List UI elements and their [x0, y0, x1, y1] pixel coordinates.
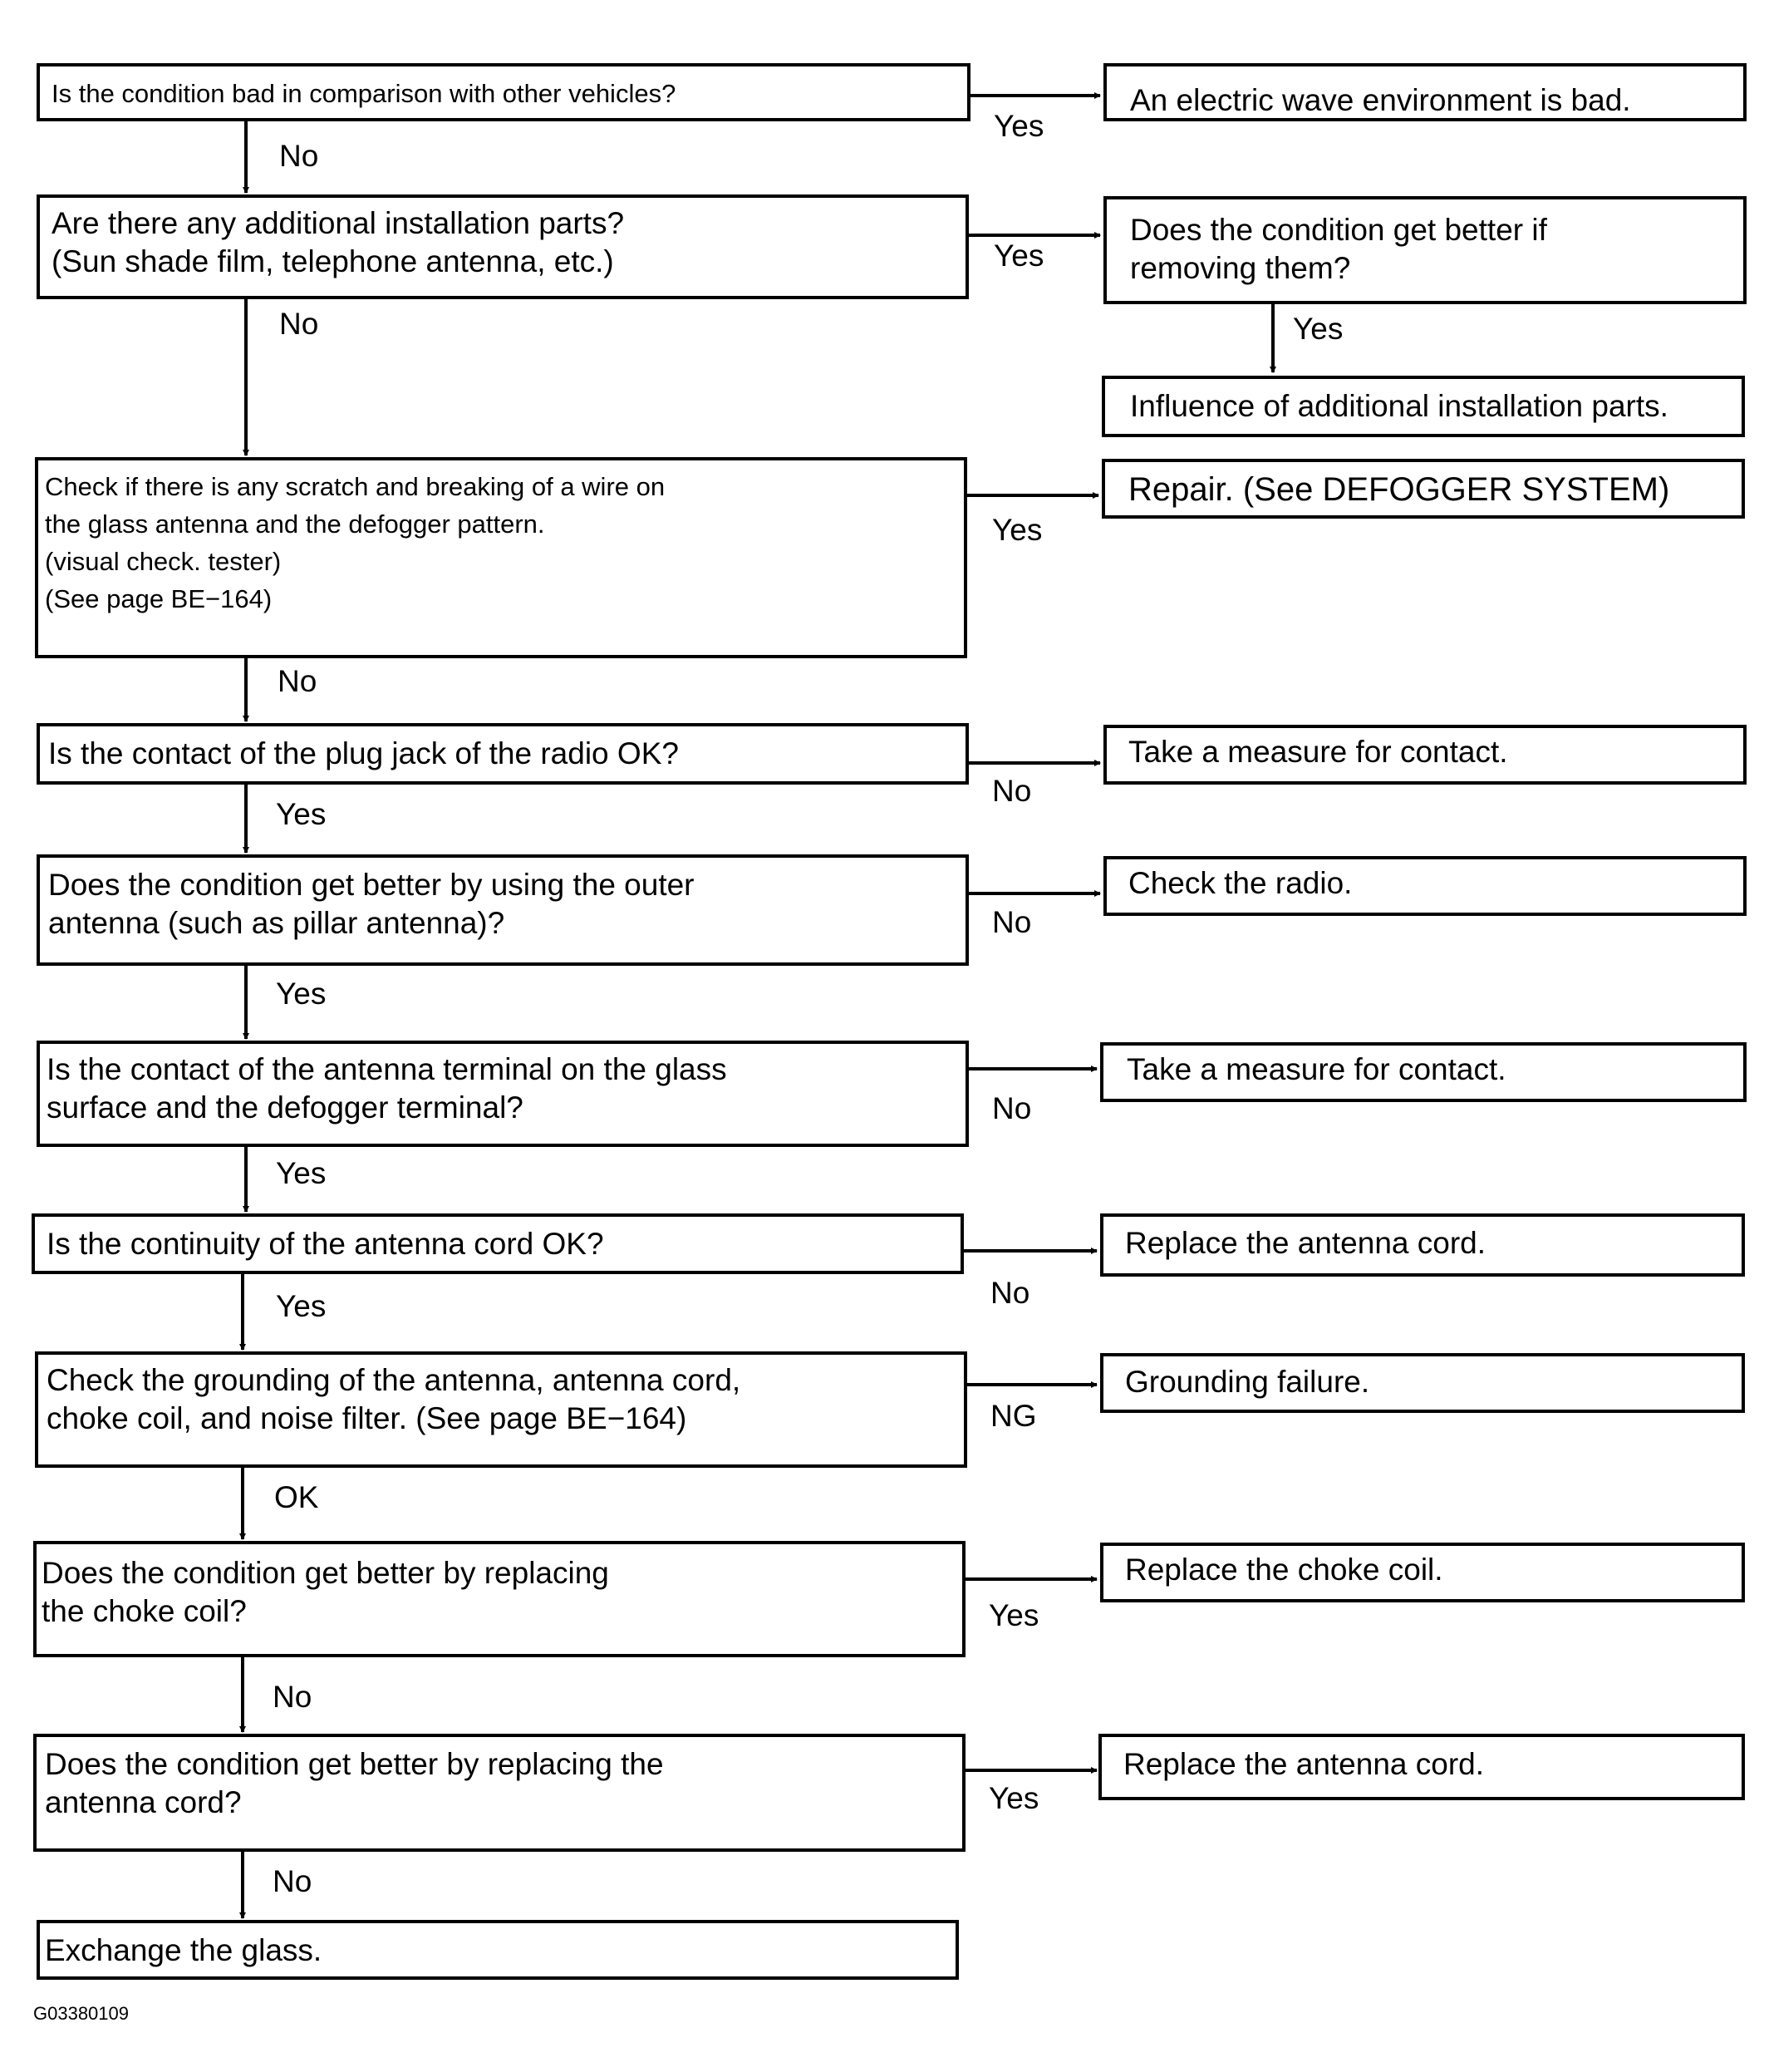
sub-result-text: Influence of additional installation parts. — [1130, 389, 1668, 423]
result-text-4: Take a measure for contact. — [1128, 735, 1508, 769]
branch-label-7: No — [990, 1276, 1030, 1310]
step-text-7: Is the continuity of the antenna cord OK? — [47, 1227, 604, 1261]
step-text-1: Is the condition bad in comparison with other vehicles? — [52, 79, 676, 108]
branch-label-4: No — [992, 774, 1032, 808]
down-label-1: No — [279, 139, 319, 173]
result-text-10: Replace the antenna cord. — [1123, 1747, 1485, 1781]
branch-label-8: NG — [990, 1399, 1037, 1433]
figure-code: G03380109 — [33, 2003, 129, 2024]
result-text-6: Take a measure for contact. — [1127, 1052, 1506, 1086]
down-label-5: Yes — [276, 977, 327, 1011]
result-text-1: An electric wave environment is bad. — [1130, 83, 1631, 117]
down-label-6: Yes — [276, 1156, 327, 1190]
branch-label-2: Yes — [994, 239, 1044, 273]
down-label-10: No — [273, 1864, 312, 1898]
step-text-11: Exchange the glass. — [45, 1933, 322, 1967]
step-text-8: Check the grounding of the antenna, antenna cord, choke coil, and noise filter. (See page BE−164) — [47, 1363, 741, 1435]
sub-branch-label: Yes — [1293, 312, 1344, 346]
step-text-2: Are there any additional installation parts? (Sun shade film, telephone antenna, etc.) — [52, 206, 625, 278]
down-label-3: No — [278, 664, 317, 698]
branch-label-1: Yes — [994, 109, 1044, 143]
result-text-9: Replace the choke coil. — [1125, 1553, 1443, 1587]
down-label-4: Yes — [276, 797, 327, 831]
down-label-7: Yes — [276, 1289, 327, 1323]
down-label-8: OK — [274, 1480, 319, 1514]
result-text-2: Does the condition get better if removing them? — [1130, 213, 1547, 285]
branch-label-9: Yes — [989, 1598, 1039, 1632]
result-text-7: Replace the antenna cord. — [1125, 1226, 1486, 1260]
result-text-5: Check the radio. — [1128, 866, 1353, 900]
result-text-8: Grounding failure. — [1125, 1365, 1370, 1399]
step-text-3: Check if there is any scratch and breaking of a wire on the glass antenna and the defogger pattern. (visual check. tester) (See page BE−164) — [45, 472, 666, 613]
step-text-6: Is the contact of the antenna terminal on the glass surface and the defogger terminal? — [47, 1052, 727, 1125]
down-label-9: No — [273, 1680, 312, 1714]
branch-label-6: No — [992, 1091, 1032, 1125]
step-text-4: Is the contact of the plug jack of the radio OK? — [48, 736, 679, 770]
step-text-10: Does the condition get better by replacing the antenna cord? — [45, 1747, 664, 1819]
result-text-3: Repair. (See DEFOGGER SYSTEM) — [1128, 471, 1670, 508]
branch-label-3: Yes — [992, 513, 1043, 547]
down-label-2: No — [279, 307, 319, 341]
step-text-5: Does the condition get better by using the outer antenna (such as pillar antenna)? — [48, 868, 695, 940]
branch-label-5: No — [992, 905, 1032, 939]
branch-label-10: Yes — [989, 1781, 1039, 1815]
step-text-9: Does the condition get better by replacing the choke coil? — [42, 1556, 609, 1628]
